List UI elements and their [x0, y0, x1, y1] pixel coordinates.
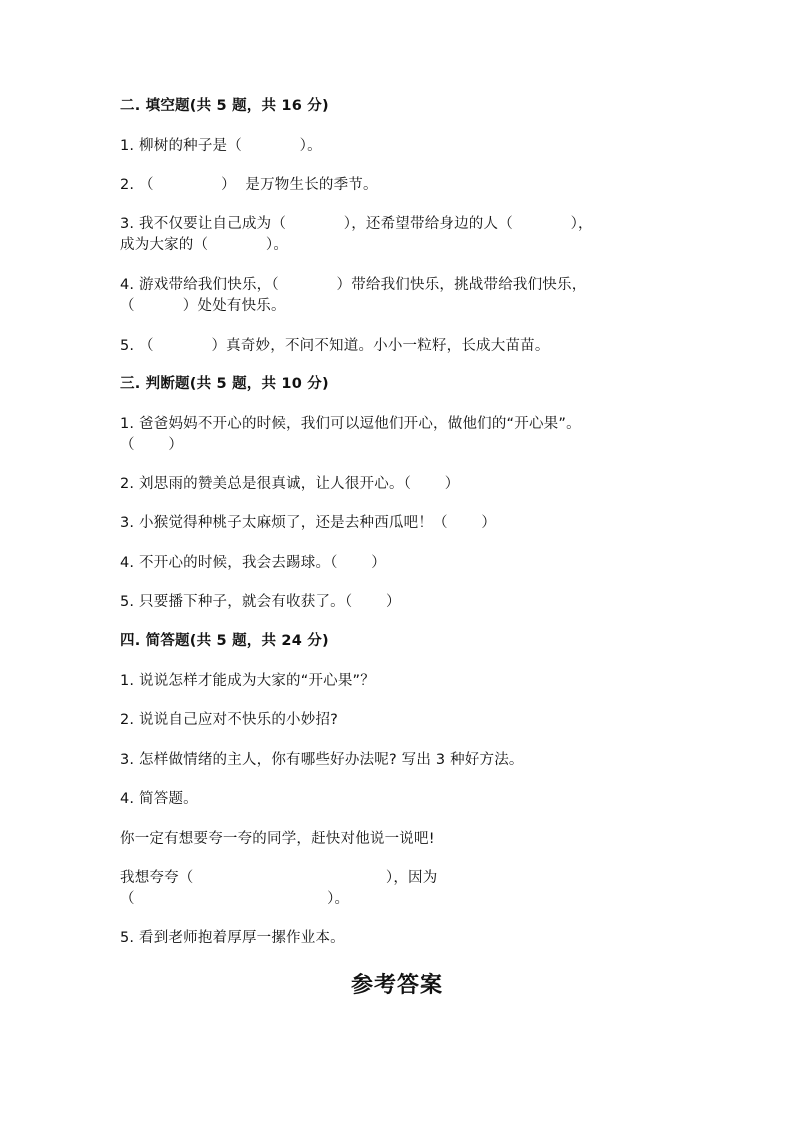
question-tf-5: 5. 只要播下种子，就会有收获了。（ ）	[120, 594, 401, 610]
question-fill-2: 2. （ ） 是万物生长的季节。	[120, 177, 378, 193]
question-fill-3-line1: 3. 我不仅要让自己成为（ ），还希望带给身边的人（ ），	[120, 216, 593, 232]
answer-key-title: 参考答案	[350, 972, 443, 998]
section-heading-fill-in: 二. 填空题(共 5 题，共 16 分)	[120, 98, 329, 114]
question-fill-3-line2: 成为大家的（ ）。	[120, 237, 289, 253]
question-sa-4: 4. 简答题。	[120, 791, 198, 807]
question-tf-3: 3. 小猴觉得种桃子太麻烦了，还是去种西瓜吧！（ ）	[120, 515, 497, 531]
question-sa-1: 1. 说说怎样才能成为大家的“开心果”？	[120, 673, 375, 689]
question-sa-4-fill-line2: （ ）。	[120, 891, 350, 907]
question-fill-5: 5. （ ）真奇妙，不问不知道。小小一粒籽，长成大苗苗。	[120, 338, 550, 354]
question-tf-1-line2: （ ）	[120, 437, 184, 453]
question-tf-4: 4. 不开心的时候，我会去踢球。（ ）	[120, 555, 386, 571]
question-fill-4-line2: （ ）处处有快乐。	[120, 298, 286, 314]
question-tf-2: 2. 刘思雨的赞美总是很真诚，让人很开心。（ ）	[120, 476, 460, 492]
question-sa-4-prompt: 你一定有想要夸一夸的同学，赶快对他说一说吧!	[120, 831, 435, 847]
question-sa-3: 3. 怎样做情绪的主人，你有哪些好办法呢? 写出 3 种好方法。	[120, 752, 524, 768]
question-sa-4-fill-line1: 我想夸夸（ ），因为	[120, 870, 438, 886]
section-heading-short-answer: 四. 简答题(共 5 题，共 24 分)	[120, 633, 329, 649]
question-tf-1-line1: 1. 爸爸妈妈不开心的时候，我们可以逗他们开心，做他们的“开心果”。	[120, 416, 581, 432]
section-heading-true-false: 三. 判断题(共 5 题，共 10 分)	[120, 376, 329, 392]
question-fill-4-line1: 4. 游戏带给我们快乐，（ ）带给我们快乐，挑战带给我们快乐，	[120, 277, 587, 293]
question-sa-2: 2. 说说自己应对不快乐的小妙招?	[120, 712, 339, 728]
question-fill-1: 1. 柳树的种子是（ ）。	[120, 138, 322, 154]
question-sa-5: 5. 看到老师抱着厚厚一摞作业本。	[120, 930, 345, 946]
